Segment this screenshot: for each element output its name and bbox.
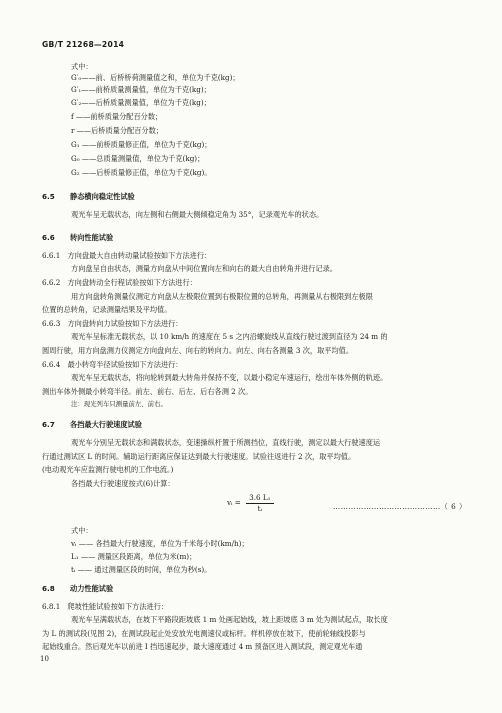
clause-heading: 6.8.1 爬坡性能试验按如下方法进行： bbox=[42, 602, 169, 611]
paragraph: 位置的总转角，记录测量结果及平均值。 bbox=[42, 305, 172, 314]
legend-item: G′₁——前桥质量测量值，单位为千克(kg)； bbox=[71, 85, 211, 94]
paragraph: 观光车呈标准无载状态，以 10 km/h 的速度在 5 s 之内沿螺旋线从直线行驶过渡到直径为 24 m 的 bbox=[71, 332, 388, 341]
legend-item: G′₂——后桥质量测量值，单位为千克(kg)； bbox=[71, 98, 211, 107]
equation-numerator: 3.6 L₁ bbox=[246, 493, 273, 504]
clause-heading: 6.6.1 方向盘最大自由转动量试验按如下方法进行： bbox=[42, 251, 212, 260]
paragraph: 方向盘呈自由状态，测量方向盘从中间位置向左和向右的最大自由转角并进行记录。 bbox=[71, 264, 337, 273]
paragraph: 行通过测试区 L 的时间。辅助运行距离应保证达到最大行驶速度。试验往返进行 2 次，取平均值。 bbox=[42, 452, 356, 461]
standard-code-header: GB/T 21268—2014 bbox=[42, 40, 125, 49]
note: 注：现光列车只测量前左、前右。 bbox=[71, 400, 167, 408]
paragraph: 观光车分别呈无载状态和满载状态，变速操纵杆置于所测挡位，直线行驶，测定以最大行驶速度运 bbox=[71, 438, 381, 447]
legend-item: G₁ ——前桥质量修正值，单位为千克(kg)； bbox=[71, 140, 212, 149]
clause-heading: 6.6.4 最小转弯半径试验按如下方法进行： bbox=[42, 360, 183, 369]
equation-fraction bbox=[246, 493, 273, 513]
paragraph: 测出车体外侧最小转弯半径。前左、前右、后左、后右各测 2 次。 bbox=[42, 387, 253, 396]
paragraph: 起始线重合。然后观光车以前进 I 挡迅速起步，最大速度通过 4 m 预备区进入测试段，测定观光车通 bbox=[42, 642, 363, 651]
clause-heading: 6.6.3 方向盘转向力试验按如下方法进行： bbox=[42, 319, 183, 328]
equation-denominator: tᵢ bbox=[257, 504, 262, 513]
section-heading-6-5: 6.5 静态横向稳定性试验 bbox=[42, 192, 135, 201]
legend-item: G′₀——前、后桥桥荷测量值之和，单位为千克(kg)； bbox=[71, 73, 240, 82]
paragraph: 为 L 的测试段(见图 2)，在测试段起止处安放光电测速仪或标杆。样机停放在坡下，使前轮轴线投影与 bbox=[42, 629, 366, 638]
paragraph: 用方向盘转角测量仪测定方向盘从左极限位置到右极限位置的总转角，再测量从右极限到左极限 bbox=[71, 292, 373, 301]
legend-item: r ——后桥质量分配百分数； bbox=[71, 126, 163, 135]
section-heading-6-7: 6.7 各挡最大行驶速度试验 bbox=[42, 420, 142, 429]
section-heading-6-8: 6.8 动力性能试验 bbox=[42, 584, 114, 593]
equation-6 bbox=[227, 493, 287, 513]
paragraph: 观光车呈满载状态，在坡下平路段距坡底 1 m 处画起始线，坡上距坡底 3 m 处为测试起点，取长度 bbox=[71, 615, 388, 624]
clause-heading: 6.6.2 方向盘转动全行程试验按如下方法进行： bbox=[42, 278, 197, 287]
paragraph: 各挡最大行驶速度按式(6)计算： bbox=[71, 479, 175, 488]
legend-intro: 式中： bbox=[71, 526, 93, 535]
paragraph: 圆周行驶，用方向盘测力仪测定方向盘向左、向右的转向力。向左、向右各测量 3 次，取平均值。 bbox=[42, 346, 354, 355]
legend-item: G₀ ——总质量测量值，单位为千克(kg)； bbox=[71, 154, 205, 163]
equation-lhs: vᵢ = bbox=[227, 498, 241, 507]
legend-item: L₁ —— 测量区段距离，单位为米(m)； bbox=[71, 552, 197, 561]
paragraph: 观光车呈无载状态，将向轮转到最大转角并保持不变，以最小稳定车速运行，绘出车体外侧的轨迹。 bbox=[71, 373, 388, 382]
legend-item: f ——前桥质量分配百分数； bbox=[71, 112, 163, 121]
section-heading-6-6: 6.6 转向性能试验 bbox=[42, 233, 114, 242]
legend-item: vᵢ —— 各挡最大行驶速度，单位为千米每小时(km/h)； bbox=[71, 539, 249, 548]
legend-item: tᵢ —— 通过测量区段的时间，单位为秒(s)。 bbox=[71, 565, 212, 574]
page-number: 10 bbox=[40, 655, 49, 663]
paragraph: 观光车呈无载状态，向左侧和右侧最大侧倾稳定角为 35°，记录观光车的状态。 bbox=[71, 210, 324, 219]
equation-number: ……………………………………（ 6 ） bbox=[333, 502, 467, 511]
legend-intro: 式中： bbox=[71, 62, 93, 71]
legend-item: G₂ ——后桥质量修正值，单位为千克(kg)。 bbox=[71, 168, 212, 177]
paragraph: (电动观光车应监测行驶电机的工作电流。) bbox=[42, 465, 174, 474]
